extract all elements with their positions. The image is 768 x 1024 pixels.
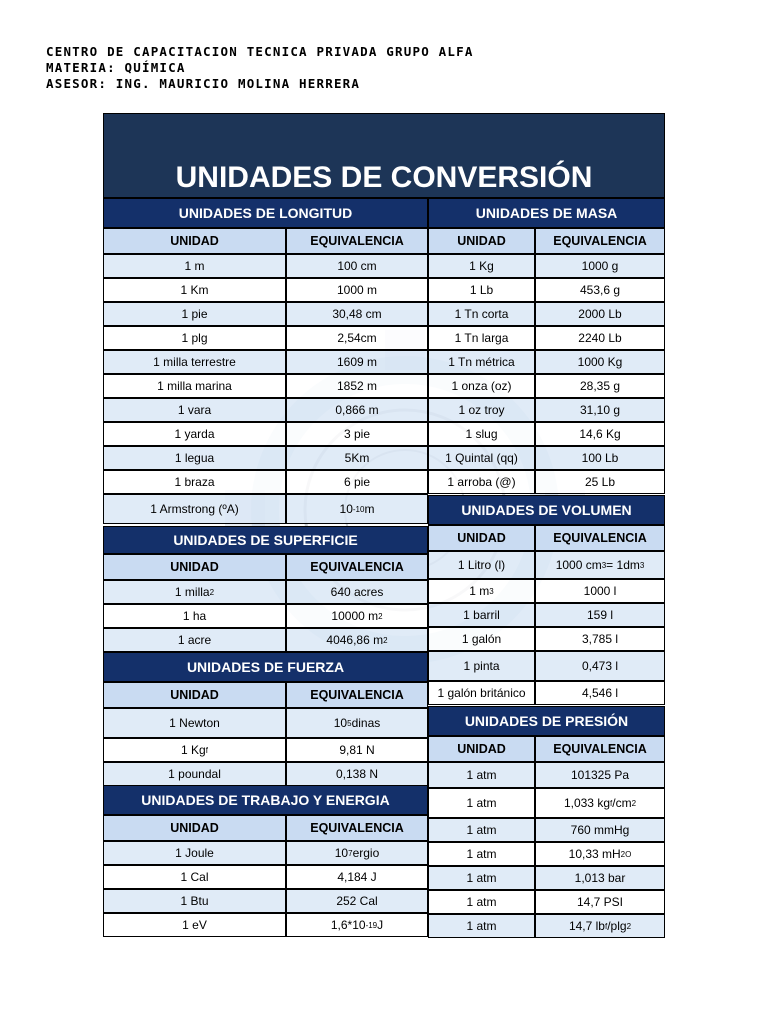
unit-cell: 1 Cal (103, 865, 286, 889)
unit-cell: 1 plg (103, 326, 286, 350)
unit-cell: UNIDAD (103, 554, 286, 580)
unit-cell: UNIDAD (428, 736, 535, 762)
unit-cell: 1 Kg (428, 254, 535, 278)
section-title-volumen: UNIDADES DE VOLUMEN (428, 495, 665, 525)
table-row (428, 551, 665, 579)
unit-cell: 1 barril (428, 603, 535, 627)
equivalence-cell: 14,7 PSI (535, 890, 665, 914)
equivalence-cell: 25 Lb (535, 470, 665, 494)
equivalence-cell: EQUIVALENCIA (286, 228, 428, 254)
equivalence-cell: 10 -10 m (286, 494, 428, 524)
equivalence-cell: 28,35 g (535, 374, 665, 398)
table-row (103, 865, 428, 889)
equivalence-cell: 4046,86 m 2 (286, 628, 428, 652)
equivalence-cell: 1,013 bar (535, 866, 665, 890)
table-row (428, 762, 665, 788)
unit-cell: UNIDAD (428, 525, 535, 551)
unit-cell: 1 ha (103, 604, 286, 628)
unit-cell: 1 milla marina (103, 374, 286, 398)
unit-cell: 1 yarda (103, 422, 286, 446)
unit-cell: 1 Tn corta (428, 302, 535, 326)
table-row (103, 628, 428, 652)
equivalence-cell: 640 acres (286, 580, 428, 604)
table-row (428, 422, 665, 446)
table-row (428, 374, 665, 398)
unit-cell: 1 Lb (428, 278, 535, 302)
unit-cell: 1 atm (428, 818, 535, 842)
equivalence-cell: 14,6 Kg (535, 422, 665, 446)
unit-cell: 1 pinta (428, 651, 535, 681)
unit-cell: 1 atm (428, 788, 535, 818)
equivalence-cell: 0,138 N (286, 762, 428, 786)
table-row (428, 470, 665, 494)
equivalence-cell: 2,54cm (286, 326, 428, 350)
unit-cell: 1 Quintal (qq) (428, 446, 535, 470)
unit-cell: 1 Litro (l) (428, 551, 535, 579)
table-row (428, 278, 665, 302)
unit-cell: 1 Tn larga (428, 326, 535, 350)
equivalence-cell: 453,6 g (535, 278, 665, 302)
section-title-presion: UNIDADES DE PRESIÓN (428, 706, 665, 736)
table-row (428, 398, 665, 422)
table-row (103, 326, 428, 350)
unit-cell: 1 acre (103, 628, 286, 652)
table-row (428, 866, 665, 890)
unit-cell: 1 Km (103, 278, 286, 302)
section-title-masa: UNIDADES DE MASA (428, 198, 665, 228)
unit-cell: 1 onza (oz) (428, 374, 535, 398)
equivalence-cell: 1,033 kg f /cm 2 (535, 788, 665, 818)
equivalence-cell: 10 7 ergio (286, 841, 428, 865)
table-row (103, 889, 428, 913)
equivalence-cell: 101325 Pa (535, 762, 665, 788)
unit-cell: 1 Btu (103, 889, 286, 913)
document-header (46, 44, 474, 92)
table-row (103, 374, 428, 398)
unit-cell: 1 milla terrestre (103, 350, 286, 374)
equivalence-cell: EQUIVALENCIA (286, 682, 428, 708)
equivalence-cell: EQUIVALENCIA (286, 554, 428, 580)
equivalence-cell: 2000 Lb (535, 302, 665, 326)
equivalence-cell: 100 cm (286, 254, 428, 278)
equivalence-cell: 31,10 g (535, 398, 665, 422)
table-row (428, 603, 665, 627)
equivalence-cell: EQUIVALENCIA (535, 736, 665, 762)
unit-cell: 1 galón británico (428, 681, 535, 705)
column-header-row (103, 554, 428, 580)
equivalence-cell: 9,81 N (286, 738, 428, 762)
table-row (103, 398, 428, 422)
unit-cell: 1 atm (428, 762, 535, 788)
equivalence-cell: 0,473 l (535, 651, 665, 681)
equivalence-cell: 760 mmHg (535, 818, 665, 842)
equivalence-cell: 3 pie (286, 422, 428, 446)
table-row (428, 651, 665, 681)
unit-cell: 1 Joule (103, 841, 286, 865)
unit-cell: 1 Newton (103, 708, 286, 738)
column-header-row (428, 525, 665, 551)
equivalence-cell: 10000 m 2 (286, 604, 428, 628)
table-row (428, 788, 665, 818)
unit-cell: 1 m (103, 254, 286, 278)
equivalence-cell: 100 Lb (535, 446, 665, 470)
unit-cell: UNIDAD (103, 682, 286, 708)
table-row (103, 762, 428, 786)
unit-cell: 1 Tn métrica (428, 350, 535, 374)
unit-cell: 1 arroba (@) (428, 470, 535, 494)
table-row (428, 446, 665, 470)
table-row (103, 278, 428, 302)
equivalence-cell: 4,546 l (535, 681, 665, 705)
unit-cell: 1 atm (428, 914, 535, 938)
equivalence-cell: 1000 l (535, 579, 665, 603)
page-title: UNIDADES DE CONVERSIÓN (103, 113, 665, 198)
unit-cell: 1 eV (103, 913, 286, 937)
column-header-row (103, 815, 428, 841)
table-row (103, 302, 428, 326)
table-row (103, 446, 428, 470)
column-header-row (428, 736, 665, 762)
section-title-fuerza: UNIDADES DE FUERZA (103, 652, 428, 682)
table-row (103, 350, 428, 374)
unit-cell: 1 oz troy (428, 398, 535, 422)
unit-cell: 1 poundal (103, 762, 286, 786)
table-row (428, 842, 665, 866)
unit-cell: 1 legua (103, 446, 286, 470)
equivalence-cell: 2240 Lb (535, 326, 665, 350)
equivalence-cell: 0,866 m (286, 398, 428, 422)
table-row (428, 579, 665, 603)
table-row (103, 494, 428, 524)
equivalence-cell: 159 l (535, 603, 665, 627)
table-row (428, 350, 665, 374)
equivalence-cell: 252 Cal (286, 889, 428, 913)
unit-cell: UNIDAD (103, 228, 286, 254)
unit-cell: 1 atm (428, 890, 535, 914)
table-row (428, 302, 665, 326)
unit-cell: 1 galón (428, 627, 535, 651)
unit-cell: UNIDAD (428, 228, 535, 254)
section-title-longitud: UNIDADES DE LONGITUD (103, 198, 428, 228)
table-row (428, 681, 665, 705)
table-row (428, 914, 665, 938)
equivalence-cell: 1000 Kg (535, 350, 665, 374)
table-row (103, 913, 428, 937)
table-row (428, 254, 665, 278)
unit-cell: 1 pie (103, 302, 286, 326)
equivalence-cell: 1000 cm 3 = 1dm 3 (535, 551, 665, 579)
table-row (103, 708, 428, 738)
equivalence-cell: 4,184 J (286, 865, 428, 889)
table-row (103, 470, 428, 494)
institution-name: CENTRO DE CAPACITACION TECNICA PRIVADA GRUPO ALFA (46, 44, 474, 59)
equivalence-cell: 1000 m (286, 278, 428, 302)
equivalence-cell: EQUIVALENCIA (535, 228, 665, 254)
unit-cell: 1 Armstrong (ºA) (103, 494, 286, 524)
subject-line: MATERIA: QUÍMICA (46, 60, 186, 75)
equivalence-cell: 3,785 l (535, 627, 665, 651)
equivalence-cell: 14,7 lb f /plg 2 (535, 914, 665, 938)
unit-cell: 1 m 3 (428, 579, 535, 603)
equivalence-cell: 1000 g (535, 254, 665, 278)
unit-cell: 1 slug (428, 422, 535, 446)
table-row (103, 254, 428, 278)
column-header-row (103, 682, 428, 708)
unit-cell: 1 atm (428, 866, 535, 890)
equivalence-cell: 10 5 dinas (286, 708, 428, 738)
table-row (103, 841, 428, 865)
table-row (103, 604, 428, 628)
equivalence-cell: 1,6*10 -19 J (286, 913, 428, 937)
unit-cell: 1 atm (428, 842, 535, 866)
equivalence-cell: 5Km (286, 446, 428, 470)
advisor-line: ASESOR: ING. MAURICIO MOLINA HERRERA (46, 76, 361, 91)
equivalence-cell: 30,48 cm (286, 302, 428, 326)
table-row (428, 326, 665, 350)
equivalence-cell: EQUIVALENCIA (286, 815, 428, 841)
equivalence-cell: 1609 m (286, 350, 428, 374)
table-row (428, 627, 665, 651)
unit-cell: UNIDAD (103, 815, 286, 841)
table-row (103, 738, 428, 762)
table-row (428, 890, 665, 914)
unit-cell: 1 braza (103, 470, 286, 494)
table-row (428, 818, 665, 842)
column-header-row (428, 228, 665, 254)
equivalence-cell: EQUIVALENCIA (535, 525, 665, 551)
section-title-trabajo: UNIDADES DE TRABAJO Y ENERGIA (103, 785, 428, 815)
equivalence-cell: 6 pie (286, 470, 428, 494)
equivalence-cell: 10,33 mH 2O (535, 842, 665, 866)
unit-cell: 1 Kg f (103, 738, 286, 762)
unit-cell: 1 vara (103, 398, 286, 422)
table-row (103, 422, 428, 446)
unit-cell: 1 milla 2 (103, 580, 286, 604)
column-header-row (103, 228, 428, 254)
section-title-superficie: UNIDADES DE SUPERFICIE (103, 526, 428, 554)
table-row (103, 580, 428, 604)
equivalence-cell: 1852 m (286, 374, 428, 398)
